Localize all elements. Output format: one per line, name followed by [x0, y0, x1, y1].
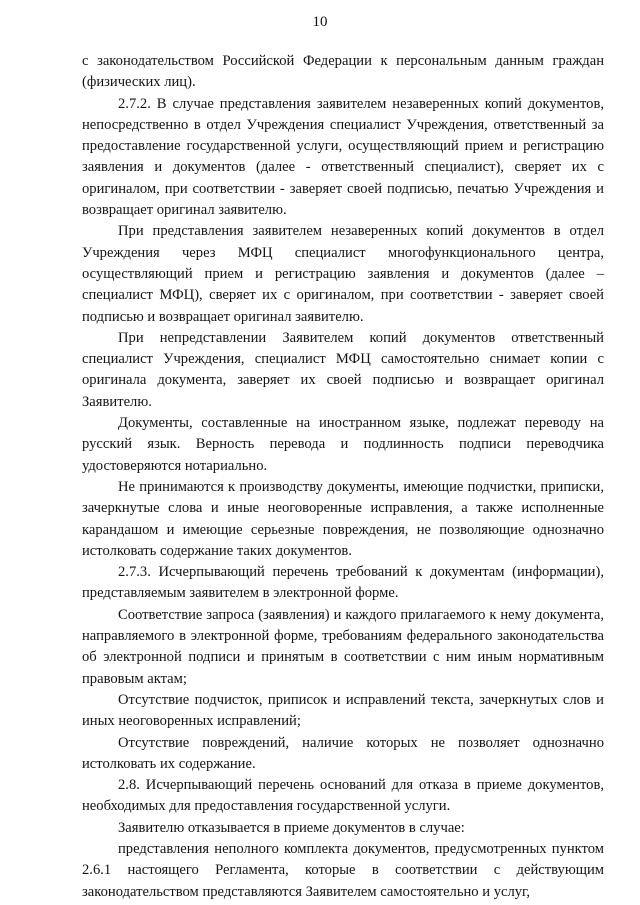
paragraph-4: При непредставлении Заявителем копий документов ответственный специалист Учреждения, специалист МФЦ самостоятельно снимает копии с оригинала документа, заверяет их своей подписью и возвращает оригинал Заявителю.: [82, 329, 604, 410]
paragraph-10: Отсутствие повреждений, наличие которых не позволяет однозначно истолковать их содержание.: [82, 734, 604, 772]
paragraph-6: Не принимаются к производству документы, имеющие подчистки, приписки, зачеркнутые слова и иные неоговоренные исправления, а также исполненные карандашом и имеющие серьезные повреждения, не позволяющие однозначно истолковать содержание таких документов.: [82, 478, 604, 559]
page-number: 10: [312, 14, 328, 30]
paragraph-5: Документы, составленные на иностранном языке, подлежат переводу на русский язык. Верность перевода и подлинность подписи переводчика удостоверяются нотариально.: [82, 415, 604, 474]
paragraph-12: Заявителю отказывается в приеме документов в случае:: [118, 819, 465, 836]
paragraph-13: представления неполного комплекта документов, предусмотренных пунктом 2.6.1 настоящего Регламента, которые в соответствии с действующим законодательством представляются Заявителем самостоятельно и услуг,: [82, 840, 604, 900]
paragraph-11: 2.8. Исчерпывающий перечень оснований для отказа в приеме документов, необходимых для предоставления государственной услуги.: [82, 777, 604, 815]
paragraph-2: 2.7.2. В случае представления заявителем незаверенных копий документов, непосредственно в отдел Учреждения специалист Учреждения, ответственный за предоставление государственной услуги, осуществляющий прием и регистрацию заявления и документов (далее - ответственный специалист), сверяет их с оригиналом, при соответствии - заверяет своей подписью, печатью Учреждения и возвращает оригинал заявителю.: [82, 95, 604, 219]
paragraph-9: Отсутствие подчисток, приписок и исправлений текста, зачеркнутых слов и иных неоговоренных исправлений;: [82, 691, 604, 730]
paragraph-1: с законодательством Российской Федерации к персональным данным граждан (физических лиц).: [82, 53, 604, 91]
paragraph-7: 2.7.3. Исчерпывающий перечень требований к документам (информации), представляемым заявителем в электронной форме.: [82, 564, 604, 602]
paragraph-3: При представления заявителем незаверенных копий документов в отдел Учреждения через МФЦ специалист многофункционального центра, осуществляющий прием и регистрацию заявления и документов (далее – специалист МФЦ), сверяет их с оригиналом, при соответствии - заверяет своей подписью и возвращает оригинал заявителю.: [82, 223, 604, 325]
paragraph-8: Соответствие запроса (заявления) и каждого прилагаемого к нему документа, направляемого в электронной форме, требованиям федерального законодательства об электронной подписи и принятым в соответствии с ним иным нормативным правовым актам;: [82, 606, 604, 687]
document-body: [82, 51, 604, 903]
